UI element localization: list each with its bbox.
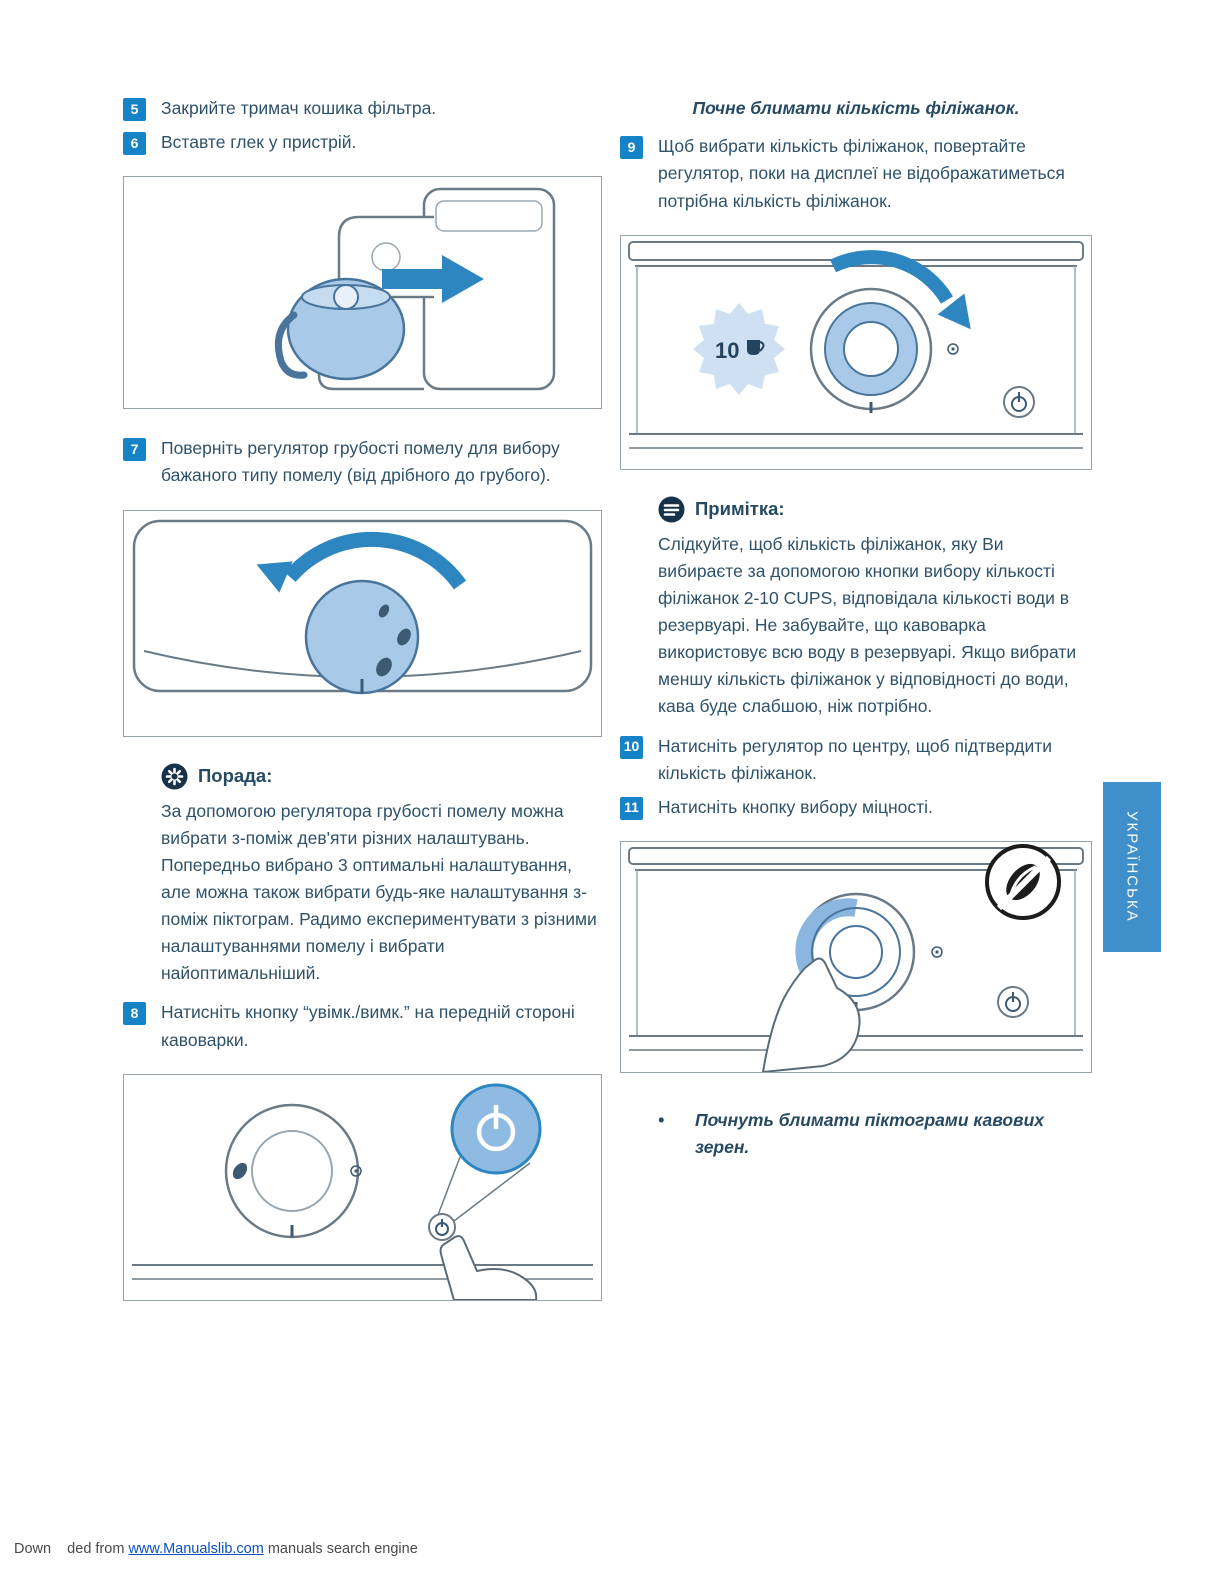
select-cups-illustration xyxy=(621,236,1091,469)
tip-text: За допомогою регулятора грубості помелу можна вибрати з-поміж дев'яти різних налаштувань. Попередньо вибрано 3 оптимальні налаштування, але можна також вибрати будь-яке налаштування з-поміж піктограм. Радимо експериментувати з різними налаштуваннями помелу і вибрати найоптимальніший. xyxy=(161,800,597,984)
hand-illustration xyxy=(441,1236,537,1300)
step-item-9 xyxy=(620,133,1092,214)
step-item-8 xyxy=(123,999,602,1053)
step-number-badge: 8 xyxy=(123,1002,146,1025)
cups-dial xyxy=(811,289,931,413)
step-number-badge: 7 xyxy=(123,438,146,461)
power-button-small xyxy=(998,987,1028,1017)
language-tab-ukrainian: УКРАЇНСЬКА xyxy=(1103,782,1161,952)
step-text: Закрийте тримач кошика фільтра. xyxy=(161,98,437,118)
step-text: Натисніть кнопку вибору міцності. xyxy=(658,796,933,817)
step-number-badge: 10 xyxy=(620,736,643,759)
figure-strength-button xyxy=(620,841,1092,1073)
glass-jug xyxy=(278,279,404,379)
control-dial xyxy=(226,1105,361,1237)
step-text: Натисніть регулятор по центру, щоб підтвердити кількість філіжанок. xyxy=(658,735,1053,783)
tip-icon xyxy=(161,763,188,790)
strength-mark-icon xyxy=(948,344,958,354)
figure-insert-jug xyxy=(123,176,602,409)
figure-grind-dial xyxy=(123,510,602,737)
step-item-11 xyxy=(620,794,1092,821)
step-item-7 xyxy=(123,435,602,489)
right-column xyxy=(620,95,1092,1161)
power-button-small xyxy=(1004,387,1034,417)
figure-power-button xyxy=(123,1074,602,1301)
step-text: Вставте глек у пристрій. xyxy=(161,132,357,153)
step-text: Натисніть кнопку “увімк./вимк.” на передній стороні кавоварки. xyxy=(161,1002,575,1050)
step-number-badge: 11 xyxy=(620,797,643,820)
footer-prefix: Down ded from xyxy=(14,1541,129,1557)
power-button-small xyxy=(429,1214,455,1240)
note-section xyxy=(658,496,1092,721)
step-item-10 xyxy=(620,733,1092,787)
coffee-bean-crossed-icon xyxy=(987,846,1059,918)
step-item-6 xyxy=(123,129,602,156)
step-number-badge: 6 xyxy=(123,132,146,155)
footer-watermark xyxy=(14,1541,418,1557)
tip-title: Порада: xyxy=(198,765,273,786)
manualslib-link[interactable]: www.Manualslib.com xyxy=(128,1541,264,1557)
tip-header xyxy=(161,763,602,790)
step-text: Поверніть регулятор грубості помелу для вибору бажаного типу помелу (від дрібного до грубого). xyxy=(161,438,560,486)
power-callout xyxy=(438,1085,540,1221)
bullet-text: Почнуть блимати піктограми кавових зерен. xyxy=(695,1109,1045,1157)
left-column xyxy=(123,95,602,1327)
step-number-badge: 9 xyxy=(620,136,643,159)
tip-section xyxy=(161,763,602,988)
figure-select-cups xyxy=(620,235,1092,470)
intro-italic-text: Почне блимати кількість філіжанок. xyxy=(692,98,1020,118)
control-panel-lines xyxy=(132,1265,593,1279)
note-text: Слідкуйте, щоб кількість філіжанок, яку Ви вибираєте за допомогою кнопки вибору кількості філіжанок 2-10 CUPS, відповідала кількості води в резервуарі. Не забувайте, що кавоварка використовує всю воду в резервуарі. Якщо вибрати меншу кількість філіжанок у відповідності до води, кава буде слабшою, ніж потрібно. xyxy=(658,533,1077,717)
grind-dial xyxy=(306,581,418,693)
blink-starburst xyxy=(693,303,785,395)
step-number-badge: 5 xyxy=(123,98,146,121)
cups-display-value: 10 xyxy=(715,337,740,363)
footer-suffix: manuals search engine xyxy=(263,1541,418,1557)
coffee-maker-jug-illustration xyxy=(124,177,601,408)
note-header xyxy=(658,496,1092,523)
step-item-5 xyxy=(123,95,602,122)
note-icon xyxy=(658,496,685,523)
bullet-item xyxy=(658,1107,1092,1161)
note-title: Примітка: xyxy=(695,498,785,520)
power-button-illustration xyxy=(124,1075,601,1300)
strength-button-illustration xyxy=(621,842,1091,1072)
bullet-marker: • xyxy=(658,1109,665,1130)
grind-dial-illustration xyxy=(124,511,601,736)
step-text: Щоб вибрати кількість філіжанок, повертайте регулятор, поки на дисплеї не відображатиметься потрібна кількість філіжанок. xyxy=(658,136,1065,211)
strength-mark-icon xyxy=(932,947,942,957)
